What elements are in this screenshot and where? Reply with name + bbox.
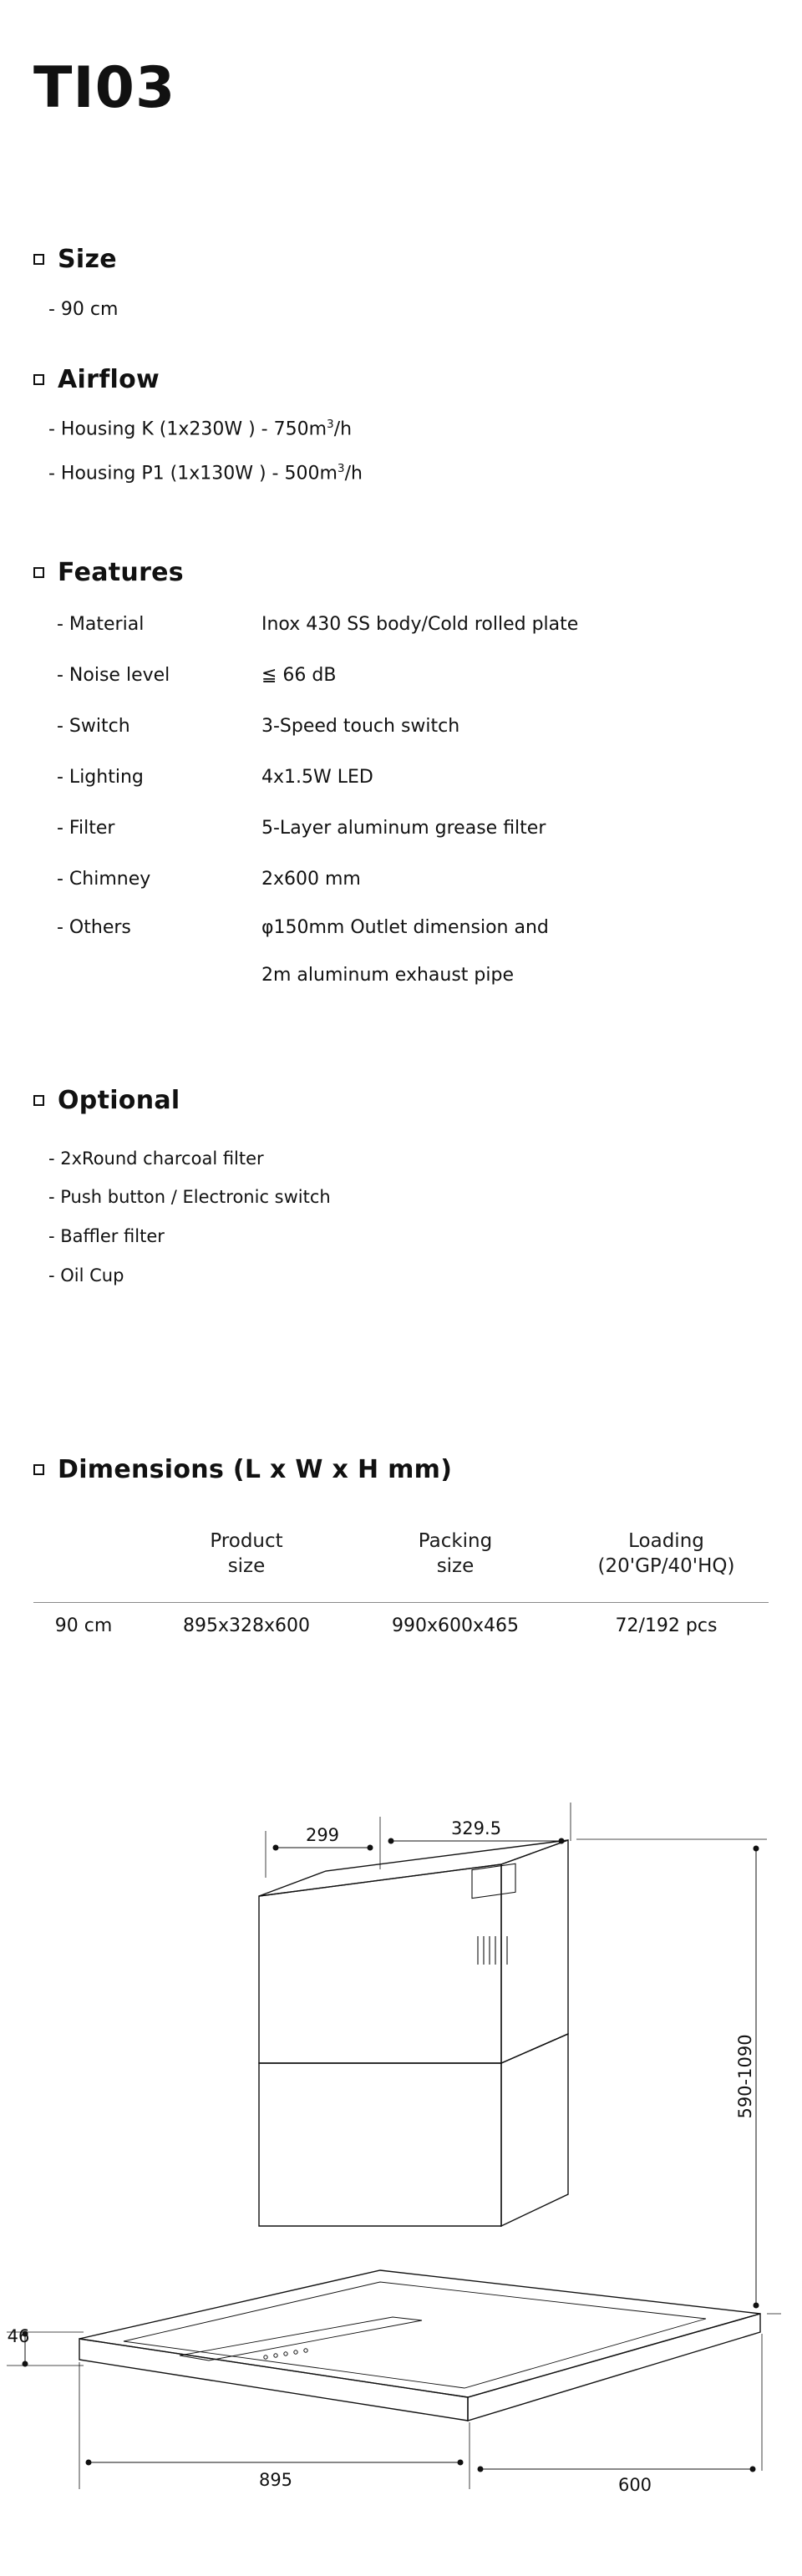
chimney-lower-right (501, 2034, 568, 2226)
feature-key: - Material (57, 614, 145, 635)
control-panel-icon (264, 2349, 307, 2359)
section-label-airflow: Airflow (58, 365, 160, 394)
feature-key: - Lighting (57, 767, 144, 788)
page-title: TI03 (33, 55, 176, 121)
table-column-header-loading (556, 1529, 777, 1580)
dim-label-thickness: 46 (7, 2326, 30, 2346)
dimensions-table (25, 1529, 777, 1636)
canopy-front-edge (79, 2339, 468, 2421)
dim-label-top-right: 329.5 (450, 1818, 502, 1838)
airflow-item-sup: 3 (337, 462, 345, 475)
optional-item: - Baffler filter (48, 1226, 165, 1246)
hood-line-drawing (0, 1737, 802, 2573)
chimney-upper-front (259, 1864, 501, 2063)
airflow-item-text: - Housing K (1x230W ) - 750m (48, 418, 327, 440)
feature-value: Inox 430 SS body/Cold rolled plate (261, 614, 579, 635)
chimney-lower-front (259, 2063, 501, 2226)
canopy-top-plate (79, 2270, 760, 2397)
dim-label-height: 590-1090 (735, 2034, 755, 2119)
dim-bottom-depth (478, 2334, 762, 2472)
bullet-square-icon (33, 567, 44, 578)
table-row (25, 1615, 777, 1649)
section-heading-features (33, 558, 184, 587)
cell-packing-size: 990x600x465 (391, 1615, 519, 1636)
optional-item: - 2xRound charcoal filter (48, 1149, 264, 1169)
section-label-size: Size (58, 245, 117, 274)
bullet-square-icon (33, 1464, 44, 1475)
airflow-item-suffix: /h (344, 463, 363, 484)
feature-key: - Noise level (57, 665, 170, 686)
cell-product-size: 895x328x600 (182, 1615, 310, 1636)
feature-value: ≦ 66 dB (261, 665, 337, 686)
airflow-item (48, 418, 352, 439)
airflow-item-suffix: /h (333, 418, 353, 440)
feature-value: φ150mm Outlet dimension and (261, 917, 549, 938)
feature-value: 2m aluminum exhaust pipe (261, 965, 515, 986)
feature-key: - Switch (57, 716, 130, 737)
section-label-optional: Optional (58, 1086, 180, 1115)
section-heading-optional (33, 1086, 180, 1115)
airflow-item-sup: 3 (327, 418, 334, 431)
airflow-item-text: - Housing P1 (1x130W ) - 500m (48, 463, 338, 484)
optional-item: - Oil Cup (48, 1265, 124, 1285)
bullet-square-icon (33, 254, 44, 265)
airflow-item (48, 462, 363, 484)
column-header-line2: size (436, 1555, 475, 1578)
dim-label-top-left: 299 (305, 1825, 340, 1845)
cell-model: 90 cm (54, 1615, 113, 1636)
bullet-square-icon (33, 374, 44, 385)
chimney-upper-right (501, 1840, 568, 2063)
column-header-line1: Loading (628, 1530, 704, 1552)
column-header-line1: Packing (418, 1530, 493, 1552)
technical-drawing (0, 1737, 802, 2573)
bullet-square-icon (33, 1095, 44, 1106)
column-header-line1: Product (210, 1530, 283, 1552)
dim-label-bottom-depth: 600 (617, 2475, 652, 2495)
vent-grille-icon (472, 1864, 515, 1965)
dim-label-bottom-width: 895 (258, 2470, 293, 2490)
table-divider (33, 1602, 769, 1603)
column-header-line2: size (227, 1555, 266, 1578)
table-column-header-packing-size (359, 1529, 551, 1580)
canopy-right-edge (468, 2314, 760, 2421)
feature-value: 2x600 mm (261, 869, 361, 890)
feature-value: 5-Layer aluminum grease filter (261, 818, 546, 839)
section-label-features: Features (58, 558, 184, 587)
column-header-line2: (20'GP/40'HQ) (597, 1555, 735, 1578)
cell-loading: 72/192 pcs (615, 1615, 718, 1636)
feature-value: 4x1.5W LED (261, 767, 373, 788)
section-label-dimensions: Dimensions (L x W x H mm) (58, 1455, 453, 1484)
feature-key: - Filter (57, 818, 115, 839)
feature-key: - Others (57, 917, 131, 938)
table-header-row (25, 1529, 777, 1594)
optional-item: - Push button / Electronic switch (48, 1187, 331, 1207)
feature-key: - Chimney (57, 869, 151, 890)
section-heading-dimensions (33, 1455, 452, 1484)
chimney-upper-top (259, 1840, 568, 1896)
section-heading-size (33, 245, 117, 274)
table-column-header-product-size (150, 1529, 343, 1580)
section-heading-airflow (33, 365, 160, 394)
feature-value: 3-Speed touch switch (261, 716, 460, 737)
size-item: - 90 cm (48, 299, 119, 320)
